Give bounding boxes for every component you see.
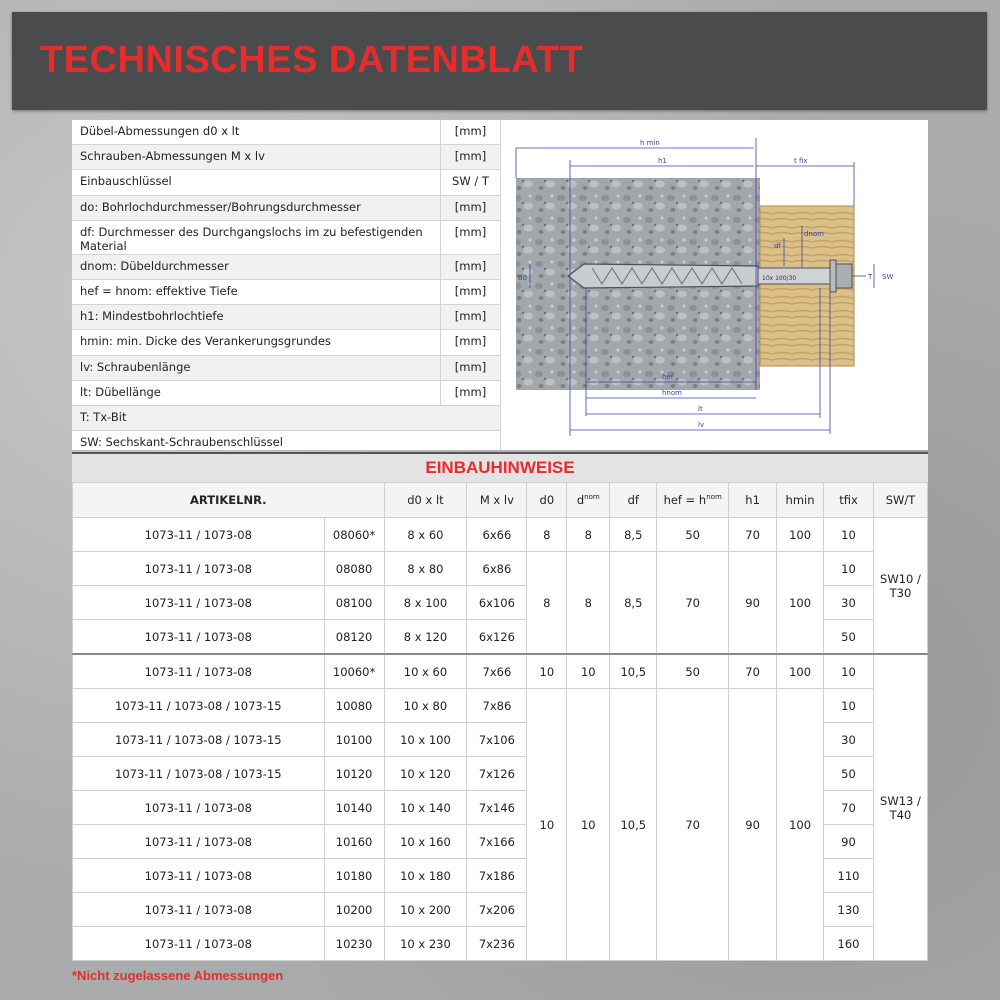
- cell-code: 10180: [324, 859, 384, 893]
- spec-row: [72, 330, 500, 355]
- spec-unit: [mm]: [440, 221, 500, 254]
- label-hnom: hnom: [662, 389, 682, 397]
- installation-table: [72, 482, 928, 961]
- header-swt: SW/T: [873, 483, 927, 518]
- cell-code: 10060*: [324, 654, 384, 689]
- cell-d0: 10: [527, 689, 567, 961]
- table-row: [73, 689, 928, 723]
- spec-row: [72, 406, 500, 431]
- cell-m-lv: 6x66: [467, 518, 527, 552]
- header-article: ARTIKELNR.: [73, 483, 385, 518]
- spec-table: [72, 120, 500, 456]
- cell-dnom: 8: [567, 518, 610, 552]
- header-d0: d0: [527, 483, 567, 518]
- spec-row: [72, 120, 500, 145]
- header-dnom-base: d: [576, 493, 585, 507]
- cell-code: 08080: [324, 552, 384, 586]
- cell-hef: 50: [657, 654, 729, 689]
- spec-row: [72, 255, 500, 280]
- spec-label: df: Durchmesser des Durchgangslochs im zu befestigenden Material: [80, 224, 423, 253]
- cell-article: 1073-11 / 1073-08: [73, 654, 325, 689]
- cell-d0-lt: 8 x 120: [384, 620, 467, 655]
- cell-dnom: 10: [567, 689, 610, 961]
- cell-m-lv: 7x146: [467, 791, 527, 825]
- cell-code: 08120: [324, 620, 384, 655]
- cell-d0-lt: 10 x 140: [384, 791, 467, 825]
- spec-panel: [72, 120, 928, 450]
- spec-label: SW: Sechskant-Schraubenschlüssel: [80, 435, 283, 450]
- cell-code: 10160: [324, 825, 384, 859]
- cell-tfix: 50: [824, 620, 874, 655]
- cell-df: 8,5: [610, 518, 657, 552]
- cell-d0-lt: 10 x 100: [384, 723, 467, 757]
- cell-d0: 8: [527, 518, 567, 552]
- header-m-lv: M x lv: [467, 483, 527, 518]
- cell-code: 10080: [324, 689, 384, 723]
- spec-label: do: Bohrlochdurchmesser/Bohrungsdurchmesser: [80, 199, 361, 214]
- install-banner: [72, 452, 928, 484]
- spec-row: [72, 305, 500, 330]
- anchor-diagram: [512, 126, 924, 444]
- cell-article: 1073-11 / 1073-08: [73, 620, 325, 655]
- header-hef-sup: nom: [706, 493, 722, 502]
- cell-article: 1073-11 / 1073-08: [73, 825, 325, 859]
- label-tfix: t fix: [794, 157, 808, 165]
- cell-article: 1073-11 / 1073-08 / 1073-15: [73, 723, 325, 757]
- spec-label: Einbauschlüssel: [80, 174, 172, 189]
- header-tfix: tfix: [824, 483, 874, 518]
- cell-d0-lt: 10 x 60: [384, 654, 467, 689]
- install-title: EINBAUHINWEISE: [425, 458, 575, 477]
- label-SW: SW: [882, 273, 894, 281]
- spec-label: hef = hnom: effektive Tiefe: [80, 283, 238, 298]
- table-row: [73, 654, 928, 689]
- cell-tfix: 90: [824, 825, 874, 859]
- cell-dnom: 8: [567, 552, 610, 655]
- cell-df: 8,5: [610, 552, 657, 655]
- cell-code: 10100: [324, 723, 384, 757]
- spec-unit: SW / T: [440, 170, 500, 194]
- cell-tfix: 10: [824, 689, 874, 723]
- spec-row: [72, 221, 500, 255]
- cell-m-lv: 7x66: [467, 654, 527, 689]
- cell-tfix: 110: [824, 859, 874, 893]
- cell-tfix: 30: [824, 586, 874, 620]
- label-dnom: dnom: [804, 230, 824, 238]
- label-h1: h1: [658, 157, 667, 165]
- cell-hef: 70: [657, 552, 729, 655]
- spec-label: hmin: min. Dicke des Verankerungsgrundes: [80, 334, 331, 349]
- spec-row: [72, 170, 500, 195]
- label-T: T: [868, 273, 873, 281]
- cell-d0-lt: 8 x 60: [384, 518, 467, 552]
- cell-article: 1073-11 / 1073-08: [73, 893, 325, 927]
- spec-label: h1: Mindestbohrlochtiefe: [80, 309, 224, 324]
- cell-d0-lt: 10 x 80: [384, 689, 467, 723]
- label-lv: lv: [698, 421, 705, 429]
- header-h1: h1: [729, 483, 777, 518]
- spec-unit: [mm]: [440, 330, 500, 354]
- header-bar: [12, 12, 987, 110]
- table-row: [73, 552, 928, 586]
- cell-tfix: 160: [824, 927, 874, 961]
- cell-tfix: 30: [824, 723, 874, 757]
- cell-h1: 90: [729, 689, 777, 961]
- cell-tfix: 70: [824, 791, 874, 825]
- cell-swt: SW13 / T40: [873, 654, 927, 961]
- spec-row: [72, 196, 500, 221]
- spec-label: Dübel-Abmessungen d0 x lt: [80, 124, 240, 138]
- cell-hmin: 100: [777, 654, 824, 689]
- header-dnom: [567, 483, 610, 518]
- header-d0-lt: d0 x lt: [384, 483, 467, 518]
- page-title: TECHNISCHES DATENBLATT: [40, 39, 584, 81]
- cell-hmin: 100: [777, 689, 824, 961]
- cell-d0: 10: [527, 654, 567, 689]
- spec-row: [72, 280, 500, 305]
- header-df: df: [610, 483, 657, 518]
- spec-label: lt: Dübellänge: [80, 384, 161, 399]
- spec-label: dnom: Dübeldurchmesser: [80, 258, 229, 273]
- cell-swt: SW10 / T30: [873, 518, 927, 655]
- cell-tfix: 10: [824, 552, 874, 586]
- cell-tfix: 50: [824, 757, 874, 791]
- washer: [830, 260, 836, 292]
- cell-hef: 70: [657, 689, 729, 961]
- spec-label: T: Tx-Bit: [80, 409, 127, 424]
- spec-unit: [mm]: [440, 120, 500, 144]
- cell-article: 1073-11 / 1073-08: [73, 518, 325, 552]
- cell-m-lv: 6x106: [467, 586, 527, 620]
- cell-d0-lt: 8 x 80: [384, 552, 467, 586]
- label-d0: d0: [518, 274, 527, 282]
- cell-tfix: 130: [824, 893, 874, 927]
- cell-m-lv: 6x126: [467, 620, 527, 655]
- cell-d0-lt: 10 x 160: [384, 825, 467, 859]
- cell-m-lv: 7x236: [467, 927, 527, 961]
- cell-article: 1073-11 / 1073-08: [73, 859, 325, 893]
- cell-tfix: 10: [824, 654, 874, 689]
- footnote: *Nicht zugelassene Abmessungen: [72, 968, 284, 983]
- cell-h1: 70: [729, 654, 777, 689]
- cell-article: 1073-11 / 1073-08 / 1073-15: [73, 689, 325, 723]
- cell-d0-lt: 8 x 100: [384, 586, 467, 620]
- cell-df: 10,5: [610, 654, 657, 689]
- label-lt: lt: [698, 405, 703, 413]
- cell-d0-lt: 10 x 230: [384, 927, 467, 961]
- header-hef-base: hef = h: [663, 493, 707, 507]
- spec-unit: [mm]: [440, 305, 500, 329]
- spec-unit: [mm]: [440, 381, 500, 405]
- header-dnom-sup: nom: [584, 493, 600, 502]
- spec-label: Schrauben-Abmessungen M x lv: [80, 149, 265, 164]
- cell-h1: 90: [729, 552, 777, 655]
- spec-unit: [mm]: [440, 280, 500, 304]
- spec-row: [72, 381, 500, 406]
- cell-df: 10,5: [610, 689, 657, 961]
- header-hmin: hmin: [777, 483, 824, 518]
- cell-hef: 50: [657, 518, 729, 552]
- cell-hmin: 100: [777, 518, 824, 552]
- spec-unit: [mm]: [440, 356, 500, 380]
- cell-m-lv: 7x166: [467, 825, 527, 859]
- spec-unit: [mm]: [440, 255, 500, 279]
- cell-article: 1073-11 / 1073-08: [73, 791, 325, 825]
- cell-article: 1073-11 / 1073-08 / 1073-15: [73, 757, 325, 791]
- cell-article: 1073-11 / 1073-08: [73, 927, 325, 961]
- cell-m-lv: 7x106: [467, 723, 527, 757]
- spec-row: [72, 145, 500, 170]
- cell-m-lv: 7x206: [467, 893, 527, 927]
- cell-code: 08060*: [324, 518, 384, 552]
- hex-head: [836, 264, 852, 288]
- spec-unit: [mm]: [440, 196, 500, 220]
- cell-m-lv: 7x86: [467, 689, 527, 723]
- cell-hmin: 100: [777, 552, 824, 655]
- cell-d0: 8: [527, 552, 567, 655]
- spec-divider: [500, 120, 501, 450]
- cell-code: 10230: [324, 927, 384, 961]
- spec-label: lv: Schraubenlänge: [80, 359, 191, 374]
- cell-tfix: 10: [824, 518, 874, 552]
- cell-code: 10140: [324, 791, 384, 825]
- cell-code: 10200: [324, 893, 384, 927]
- cell-m-lv: 6x86: [467, 552, 527, 586]
- table-header-row: [73, 483, 928, 518]
- cell-h1: 70: [729, 518, 777, 552]
- label-df: df: [774, 242, 781, 250]
- header-hef: [657, 483, 729, 518]
- cell-m-lv: 7x186: [467, 859, 527, 893]
- cell-m-lv: 7x126: [467, 757, 527, 791]
- spec-row: [72, 356, 500, 381]
- cell-dnom: 10: [567, 654, 610, 689]
- cell-article: 1073-11 / 1073-08: [73, 552, 325, 586]
- cell-d0-lt: 10 x 200: [384, 893, 467, 927]
- label-hef: hef: [662, 373, 674, 381]
- label-hmin: h min: [640, 139, 660, 147]
- cell-d0-lt: 10 x 180: [384, 859, 467, 893]
- spec-unit: [mm]: [440, 145, 500, 169]
- cell-code: 10120: [324, 757, 384, 791]
- cell-d0-lt: 10 x 120: [384, 757, 467, 791]
- dowel-marking: 10x 100/30: [762, 275, 797, 282]
- cell-code: 08100: [324, 586, 384, 620]
- cell-article: 1073-11 / 1073-08: [73, 586, 325, 620]
- table-row: [73, 518, 928, 552]
